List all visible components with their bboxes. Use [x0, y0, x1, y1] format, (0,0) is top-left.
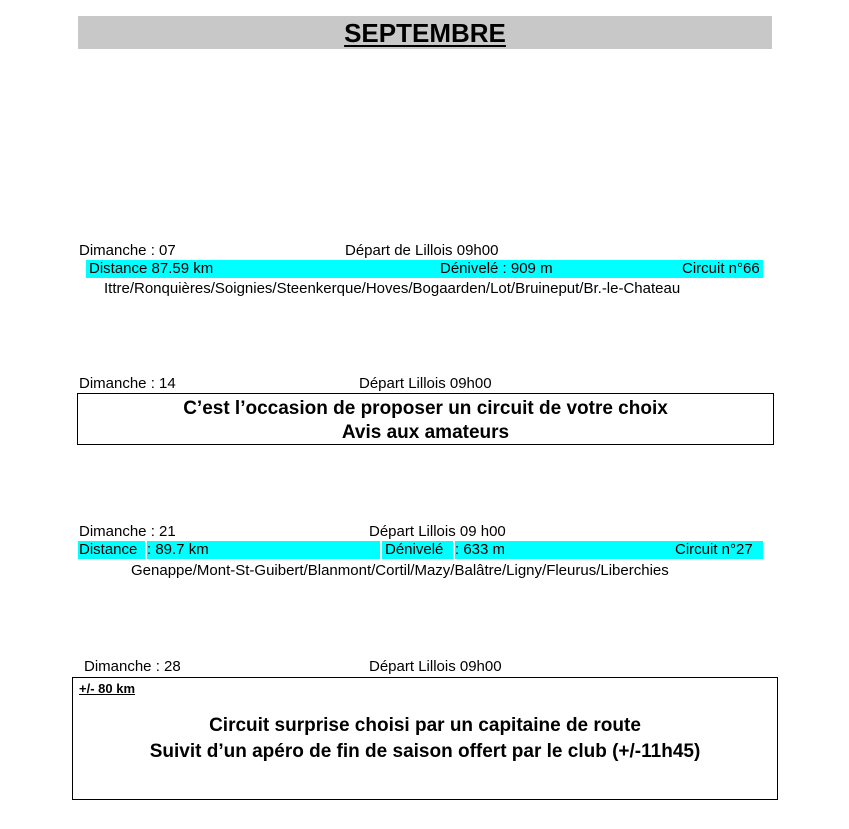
ride-day: Dimanche : 21 [79, 523, 176, 540]
ride-elevation-label: Dénivelé [385, 541, 444, 558]
ride-distance: Distance 87.59 km [89, 260, 214, 277]
ride-departure: Départ Lillois 09 h00 [369, 523, 506, 540]
ride-elevation: Dénivelé : 909 m [440, 260, 553, 277]
ride-distance-label: Distance [79, 541, 138, 558]
info-box [72, 677, 778, 800]
distance-tag: +/- 80 km [79, 681, 136, 696]
info-box-line: Suivit d’un apéro de fin de saison offert par le club (+/-11h45) [149, 741, 701, 762]
info-box-line: Circuit surprise choisi par un capitaine de route [209, 715, 641, 736]
ride-departure: Départ Lillois 09h00 [369, 658, 502, 675]
ride-circuit: Circuit n°66 [682, 260, 760, 277]
page-title: SEPTEMBRE [344, 18, 506, 48]
info-box [77, 393, 774, 445]
ride-distance: : 89.7 km [147, 541, 209, 558]
ride-day: Dimanche : 28 [84, 658, 181, 675]
info-box-line: Avis aux amateurs [341, 422, 510, 443]
ride-route: Ittre/Ronquières/Soignies/Steenkerque/Hoves/Bogaarden/Lot/Bruineput/Br.-le-Chateau [104, 280, 681, 297]
ride-circuit: Circuit n°27 [675, 541, 753, 558]
ride-day: Dimanche : 07 [79, 242, 176, 259]
ride-day: Dimanche : 14 [79, 375, 176, 392]
ride-departure: Départ de Lillois 09h00 [345, 242, 499, 259]
ride-elevation: : 633 m [455, 541, 506, 558]
ride-departure: Départ Lillois 09h00 [359, 375, 492, 392]
ride-route: Genappe/Mont-St-Guibert/Blanmont/Cortil/Mazy/Balâtre/Ligny/Fleurus/Liberchies [131, 562, 669, 579]
info-box-line: C’est l’occasion de proposer un circuit de votre choix [183, 398, 668, 419]
title-banner [78, 16, 772, 49]
